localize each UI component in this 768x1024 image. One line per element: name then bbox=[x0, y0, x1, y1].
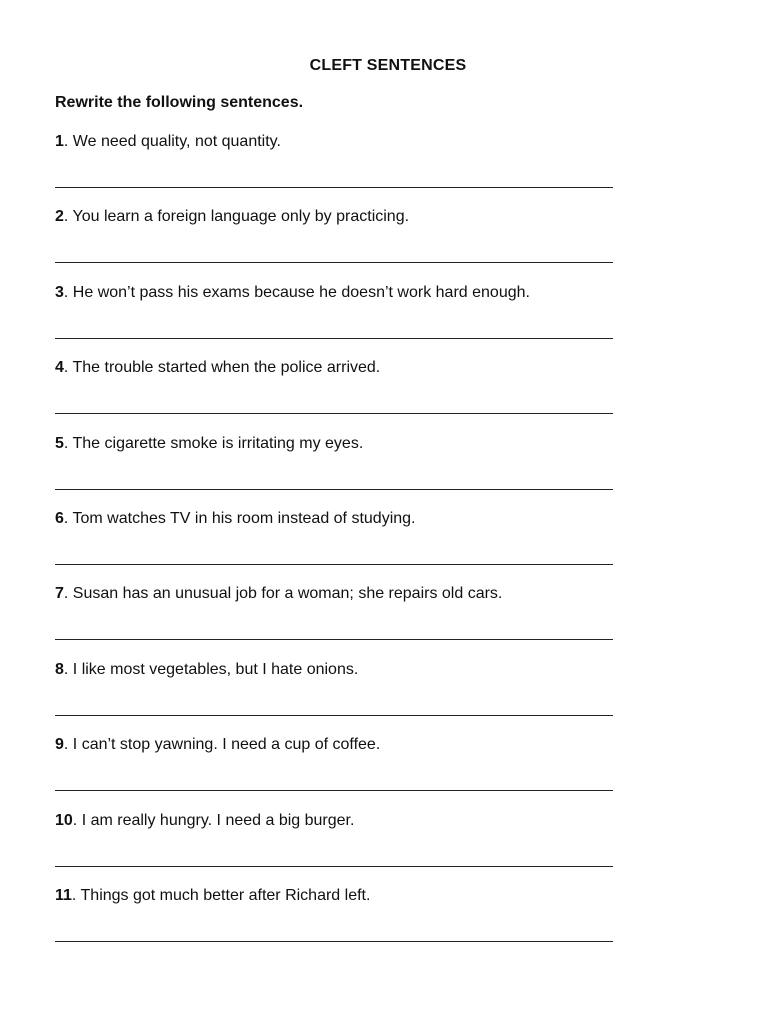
worksheet-title: CLEFT SENTENCES bbox=[309, 57, 467, 74]
exercise-prompt bbox=[55, 508, 615, 530]
answer-line[interactable] bbox=[55, 489, 613, 490]
exercise-list bbox=[55, 131, 615, 960]
exercise-item-5 bbox=[55, 433, 615, 508]
exercise-sentence: . The trouble started when the police arrived. bbox=[63, 359, 381, 377]
answer-line[interactable] bbox=[55, 262, 613, 263]
exercise-sentence: . We need quality, not quantity. bbox=[63, 133, 281, 150]
answer-line[interactable] bbox=[55, 639, 613, 640]
exercise-number: 4 bbox=[55, 359, 64, 377]
exercise-number: 1 bbox=[55, 133, 64, 150]
exercise-number: 5 bbox=[55, 434, 64, 452]
exercise-sentence: . I am really hungry. I need a big burger. bbox=[72, 811, 355, 829]
exercise-item-9 bbox=[55, 734, 615, 809]
exercise-prompt bbox=[55, 206, 615, 228]
answer-line[interactable] bbox=[55, 790, 613, 791]
exercise-item-10 bbox=[55, 810, 615, 885]
instructions: Rewrite the following sentences. bbox=[55, 94, 304, 111]
answer-line[interactable] bbox=[55, 866, 613, 867]
exercise-sentence: . He won’t pass his exams because he doesn’t work hard enough. bbox=[63, 283, 530, 301]
exercise-prompt bbox=[55, 583, 615, 605]
exercise-item-2 bbox=[55, 206, 615, 281]
exercise-item-6 bbox=[55, 508, 615, 583]
answer-line[interactable] bbox=[55, 338, 613, 339]
exercise-prompt bbox=[55, 810, 615, 832]
exercise-number: 6 bbox=[55, 509, 64, 527]
exercise-item-7 bbox=[55, 583, 615, 658]
exercise-sentence: . Susan has an unusual job for a woman; she repairs old cars. bbox=[63, 585, 503, 603]
answer-line[interactable] bbox=[55, 187, 613, 188]
exercise-item-3 bbox=[55, 282, 615, 357]
exercise-prompt bbox=[55, 885, 615, 907]
exercise-item-8 bbox=[55, 659, 615, 734]
exercise-prompt bbox=[55, 357, 615, 379]
exercise-number: 10 bbox=[55, 811, 73, 829]
exercise-prompt bbox=[55, 131, 615, 153]
answer-line[interactable] bbox=[55, 715, 613, 716]
exercise-sentence: . You learn a foreign language only by practicing. bbox=[63, 208, 410, 226]
exercise-prompt bbox=[55, 433, 615, 455]
answer-line[interactable] bbox=[55, 564, 613, 565]
exercise-number: 7 bbox=[55, 585, 64, 603]
exercise-number: 2 bbox=[55, 208, 64, 226]
exercise-item-4 bbox=[55, 357, 615, 432]
exercise-sentence: . I can’t stop yawning. I need a cup of coffee. bbox=[63, 736, 381, 754]
exercise-sentence: . Things got much better after Richard left. bbox=[71, 886, 371, 904]
exercise-number: 3 bbox=[55, 283, 64, 301]
answer-line[interactable] bbox=[55, 413, 613, 414]
exercise-sentence: . I like most vegetables, but I hate onions. bbox=[63, 660, 359, 678]
exercise-item-1 bbox=[55, 131, 615, 206]
exercise-number: 11 bbox=[55, 886, 72, 904]
exercise-prompt bbox=[55, 659, 615, 681]
exercise-prompt bbox=[55, 282, 615, 304]
exercise-number: 9 bbox=[55, 736, 64, 754]
exercise-number: 8 bbox=[55, 660, 64, 678]
exercise-prompt bbox=[55, 734, 615, 756]
exercise-item-11 bbox=[55, 885, 615, 960]
exercise-sentence: . Tom watches TV in his room instead of studying. bbox=[63, 509, 416, 527]
answer-line[interactable] bbox=[55, 941, 613, 942]
exercise-sentence: . The cigarette smoke is irritating my eyes. bbox=[63, 434, 364, 452]
